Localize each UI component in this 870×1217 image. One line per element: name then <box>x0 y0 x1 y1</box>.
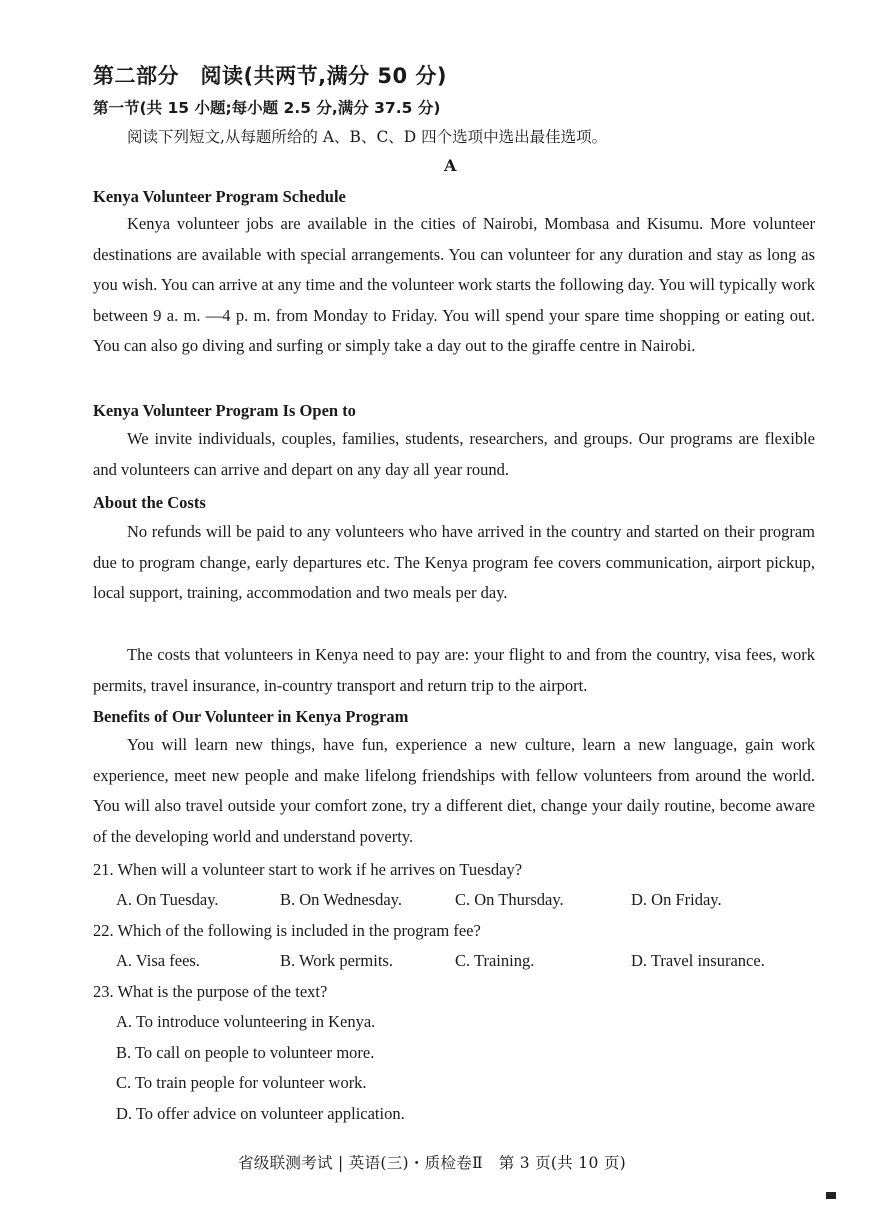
paragraph-schedule: Kenya volunteer jobs are available in the cities of Nairobi, Mombasa and Kisumu. More volunteer destinations are available with special arrangements. You can volunteer for any duration and stay as long as you wish. You can arrive at any time and the volunteer work starts the following day. You will typically work between 9 a. m. —4 p. m. from Monday to Friday. You will spend your spare time shopping or eating out. You can also go diving and surfing or simply take a day out to the giraffe centre in Nairobi. <box>93 214 815 356</box>
option-22-a: A. Visa fees. <box>116 951 200 970</box>
section-subtitle: 第一节(共 15 小题;每小题 2.5 分,满分 37.5 分) <box>93 99 441 117</box>
paragraph-open-to: We invite individuals, couples, families, students, researchers, and groups. Our programs are flexible and volunteers can arrive and depart on any day all year round. <box>93 429 815 479</box>
option-23-d: D. To offer advice on volunteer application. <box>116 1104 405 1123</box>
option-22-d: D. Travel insurance. <box>631 951 765 970</box>
option-21-b: B. On Wednesday. <box>280 890 402 909</box>
passage-label: A <box>444 156 457 175</box>
heading-open-to: Kenya Volunteer Program Is Open to <box>93 401 356 420</box>
paragraph-benefits: You will learn new things, have fun, experience a new culture, learn a new language, gain work experience, meet new people and make lifelong friendships with fellow volunteers from around the world. You will also travel outside your comfort zone, try a different diet, change your daily routine, become aware of the developing world and understand poverty. <box>93 735 815 846</box>
question-22: 22. Which of the following is included in the program fee? <box>93 921 481 940</box>
page-footer: 省级联测考试 | 英语(三)・质检卷Ⅱ 第 3 页(共 10 页) <box>238 1154 626 1172</box>
question-21: 21. When will a volunteer start to work if he arrives on Tuesday? <box>93 860 523 879</box>
option-23-b: B. To call on people to volunteer more. <box>116 1043 375 1062</box>
question-23: 23. What is the purpose of the text? <box>93 982 328 1001</box>
option-22-b: B. Work permits. <box>280 951 393 970</box>
heading-benefits: Benefits of Our Volunteer in Kenya Program <box>93 707 409 726</box>
instruction: 阅读下列短文,从每题所给的 A、B、C、D 四个选项中选出最佳选项。 <box>127 128 608 146</box>
option-21-d: D. On Friday. <box>631 890 722 909</box>
option-23-c: C. To train people for volunteer work. <box>116 1073 367 1092</box>
option-22-c: C. Training. <box>455 951 535 970</box>
option-21-a: A. On Tuesday. <box>116 890 219 909</box>
section-title: 第二部分 阅读(共两节,满分 50 分) <box>93 64 448 88</box>
paragraph-costs-paid: The costs that volunteers in Kenya need to pay are: your flight to and from the country, visa fees, work permits, travel insurance, in-country transport and return trip to the airport. <box>93 645 815 695</box>
paragraph-costs-refunds: No refunds will be paid to any volunteers who have arrived in the country and started on their program due to program change, early departures etc. The Kenya program fee covers communication, airport pickup, local support, training, accommodation and two meals per day. <box>93 522 815 603</box>
watermark-logo-icon <box>826 1192 836 1199</box>
watermark-stamp <box>826 1192 838 1199</box>
heading-costs: About the Costs <box>93 493 206 512</box>
option-21-c: C. On Thursday. <box>455 890 564 909</box>
heading-schedule: Kenya Volunteer Program Schedule <box>93 187 346 206</box>
option-23-a: A. To introduce volunteering in Kenya. <box>116 1012 376 1031</box>
